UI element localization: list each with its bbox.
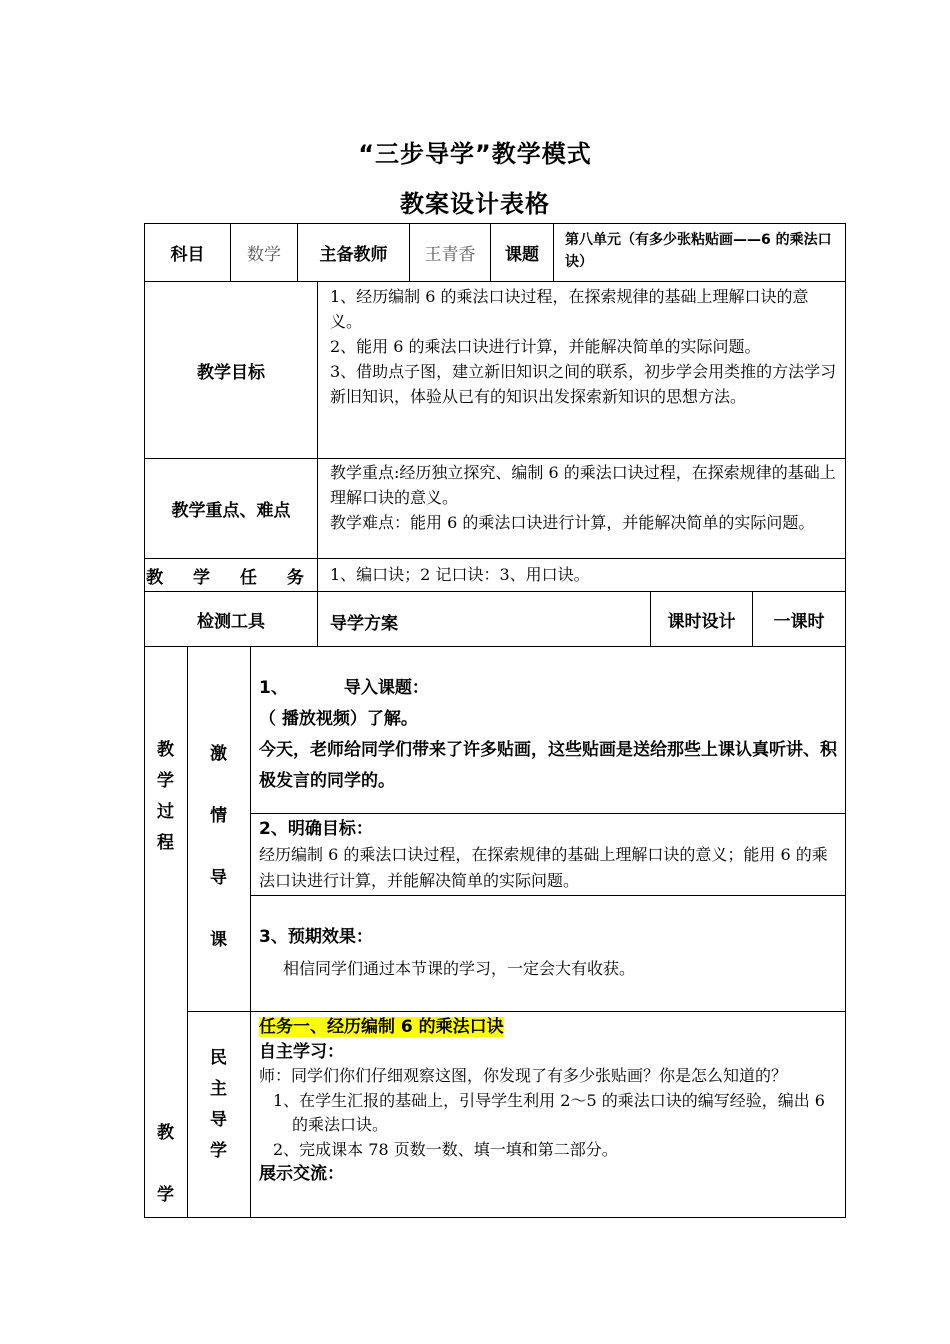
design-value: 一课时 [773, 611, 825, 632]
design-value-cell [752, 591, 846, 647]
intro-heading: 1、 导入课题： [259, 678, 429, 698]
topic-label: 课题 [505, 245, 539, 265]
subject-label: 科目 [170, 245, 205, 265]
tasks-content-cell [317, 558, 846, 592]
task1-heading: 任务一、经历编制 6 的乘法口诀 [259, 1017, 504, 1037]
doc-title: “三步导学”教学模式 [358, 140, 592, 168]
tasks-label-cell [144, 558, 318, 592]
intro-line1: （ 播放视频）了解。 [259, 709, 418, 729]
task1-step2: 2、完成课本 78 页数一数、填一填和第二部分。 [273, 1139, 618, 1159]
subject-label-cell [144, 223, 231, 282]
task1-step1: 1、在学生汇报的基础上，引导学生利用 2～5 的乘法口诀的编写经验，编出 6 的乘法口诀。 [273, 1090, 825, 1134]
goals-content-cell [317, 281, 846, 459]
goals-label: 教学目标 [197, 362, 265, 383]
objective-cell [250, 813, 846, 896]
teacher-value-cell [409, 223, 491, 282]
teacher-question: 师：同学们你们仔细观察这图，你发现了有多少张贴画？你是怎么知道的？ [259, 1066, 788, 1085]
tasks-label: 教 学 任 务 [146, 567, 316, 588]
design-label-cell [650, 591, 753, 647]
topic-value-cell [553, 223, 846, 282]
effect-heading: 3、预期效果： [259, 927, 373, 947]
goals-label-cell [144, 281, 318, 459]
doc-subtitle: 教案设计表格 [400, 190, 550, 218]
process-label-1: 教 学 过 程 [157, 740, 174, 853]
show-exchange-heading: 展示交流： [259, 1164, 344, 1184]
self-study-heading: 自主学习： [259, 1041, 344, 1062]
topic-value: 第八单元（有多少张粘贴画——6 的乘法口诀） [565, 232, 832, 270]
effect-text: 相信同学们通过本节课的学习，一定会大有收获。 [283, 959, 636, 978]
topic-label-cell [490, 223, 554, 282]
tools-value: 导学方案 [330, 614, 398, 634]
intro-line2: 今天，老师给同学们带来了许多贴画，这些贴画是送给那些上课认真听讲、积极发言的同学的。 [259, 740, 837, 791]
key-difficulty: 教学难点：能用 6 的乘法口诀进行计算，并能解决简单的实际问题。 [330, 513, 815, 532]
key-focus: 教学重点:经历独立探究、编制 6 的乘法口诀过程，在探索规律的基础上理解口诀的意义。 [330, 463, 836, 507]
tools-value-cell [317, 591, 651, 647]
design-label: 课时设计 [667, 611, 736, 632]
keypoints-label-cell [144, 458, 318, 559]
tools-label-cell [144, 591, 318, 647]
goal-item-3: 3、借助点子图，建立新旧知识之间的联系，初步学会用类推的方法学习新旧知识，体验从已有的知识出发探索新知识的思想方法。 [330, 362, 837, 406]
intro-cell [250, 646, 846, 814]
teacher-value: 王青香 [424, 245, 476, 265]
process-label-cell [144, 646, 188, 1218]
objective-heading: 2、明确目标： [259, 819, 373, 839]
stage2-label: 民 主 导 学 [210, 1048, 227, 1161]
effect-cell [250, 895, 846, 1012]
goal-item-2: 2、能用 6 的乘法口诀进行计算，并能解决简单的实际问题。 [330, 337, 761, 356]
stage1-label: 激 情 导 课 [210, 744, 227, 950]
tasks-value: 1、编口诀；2 记口诀：3、用口诀。 [330, 565, 590, 584]
stage2-label-cell [187, 1011, 251, 1218]
teacher-label: 主备教师 [319, 245, 388, 265]
process-label-2: 教 学 [157, 1123, 174, 1205]
subject-value: 数学 [247, 245, 281, 265]
subject-value-cell [230, 223, 298, 282]
goal-item-1: 1、经历编制 6 的乘法口诀过程，在探索规律的基础上理解口诀的意义。 [330, 287, 809, 331]
stage1-label-cell [187, 646, 251, 1012]
lesson-plan-table [144, 223, 846, 1218]
keypoints-label: 教学重点、难点 [171, 501, 291, 521]
tools-label: 检测工具 [197, 611, 265, 632]
objective-text: 经历编制 6 的乘法口诀过程，在探索规律的基础上理解口诀的意义；能用 6 的乘法口诀进行计算，并能解决简单的实际问题。 [259, 845, 828, 890]
keypoints-content-cell [317, 458, 846, 559]
task1-cell [250, 1011, 846, 1218]
teacher-label-cell [297, 223, 410, 282]
